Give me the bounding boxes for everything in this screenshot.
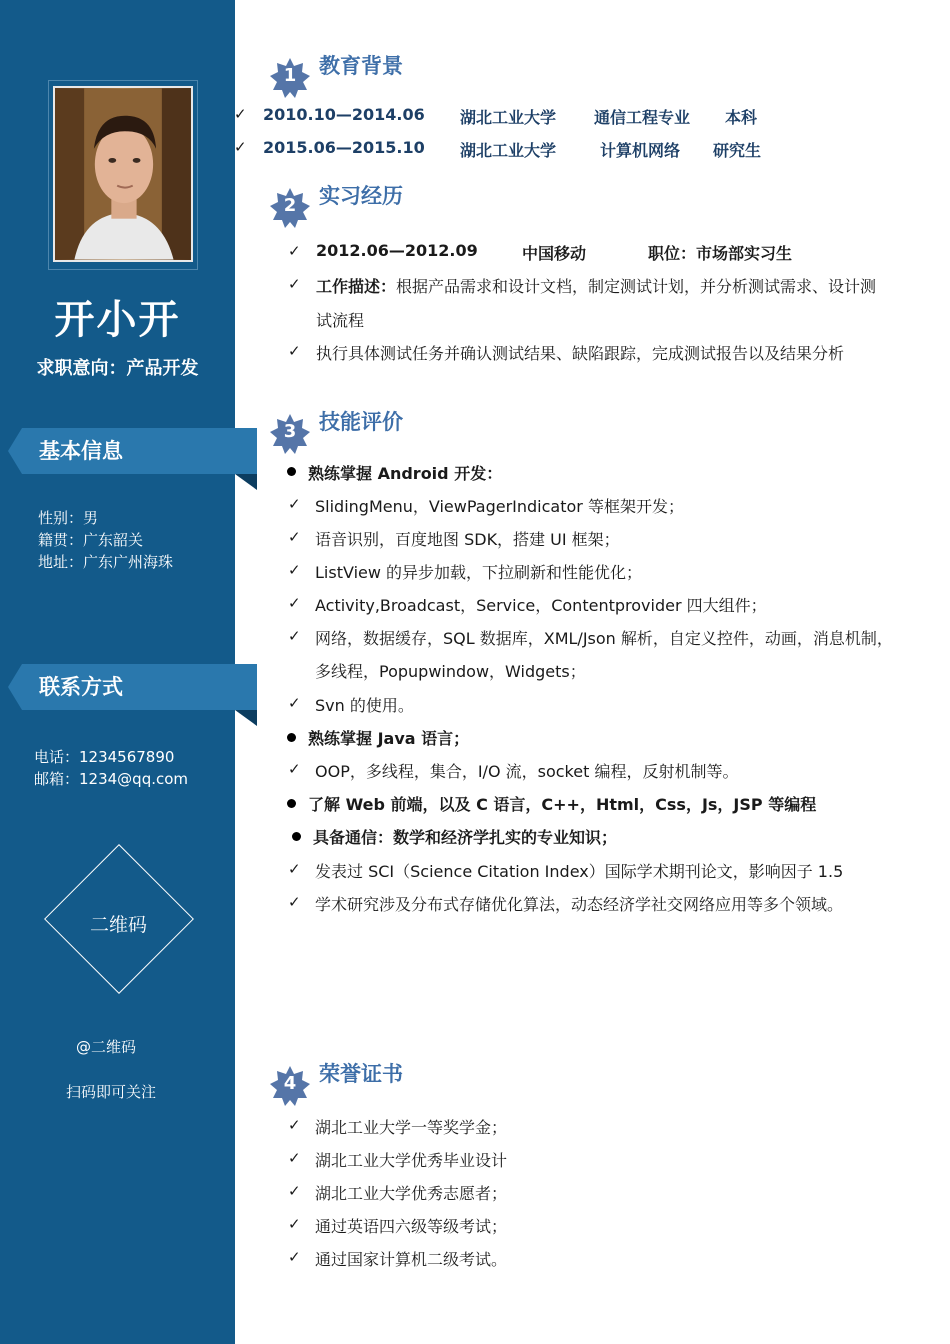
- bullet-icon: [287, 799, 296, 808]
- gear-badge-icon: [268, 412, 312, 456]
- check-icon: ✓: [288, 627, 301, 645]
- bullet-icon: [292, 832, 301, 841]
- basic-info-list: [38, 507, 173, 573]
- intern-company: 中国移动: [522, 244, 587, 263]
- education-row: [0, 138, 950, 160]
- honor-item: 通过国家计算机二级考试。: [315, 1250, 508, 1269]
- edu-date: 2010.10—2014.06: [263, 105, 425, 124]
- check-icon: ✓: [234, 105, 247, 123]
- section-title: 实习经历: [319, 184, 403, 208]
- check-icon: ✓: [288, 1215, 301, 1233]
- check-icon: ✓: [288, 760, 301, 778]
- address-line: 地址：广东广州海珠: [38, 553, 174, 571]
- ribbon-fold: [235, 474, 257, 490]
- check-icon: ✓: [288, 893, 301, 911]
- check-icon: ✓: [288, 860, 301, 878]
- bullet-icon: [287, 467, 296, 476]
- basic-info-title: 基本信息: [39, 439, 123, 463]
- check-icon: ✓: [288, 342, 301, 360]
- gender-line: 性别：男: [38, 509, 99, 527]
- edu-date: 2015.06—2015.10: [263, 138, 425, 157]
- skill-item: 网络，数据缓存，SQL 数据库，XML/Json 解析，自定义控件，动画，消息机制，: [315, 629, 893, 648]
- section-title: 技能评价: [319, 410, 403, 434]
- bullet-icon: [287, 733, 296, 742]
- contact-title: 联系方式: [39, 675, 123, 699]
- section-title: 教育背景: [319, 54, 403, 78]
- skill-item: 发表过 SCI（Science Citation Index）国际学术期刊论文，影响因子 1.5: [315, 862, 844, 881]
- check-icon: ✓: [288, 561, 301, 579]
- edu-major: 计算机网络: [600, 141, 681, 160]
- contact-ribbon: [22, 664, 257, 710]
- skill-heading: 熟练掌握 Android 开发：: [308, 464, 503, 483]
- gear-badge-icon: [268, 56, 312, 100]
- skill-item: Svn 的使用。: [315, 696, 414, 715]
- skill-item: OOP，多线程，集合，I/O 流，socket 编程，反射机制等。: [315, 762, 739, 781]
- intern-position: 职位：市场部实习生: [648, 244, 793, 263]
- badge-number: 2: [283, 195, 297, 216]
- job-intent: 求职意向：产品开发: [36, 358, 199, 379]
- intern-task-line: 执行具体测试任务并确认测试结果、缺陷跟踪，完成测试报告以及结果分析: [316, 344, 845, 363]
- badge-number: 1: [283, 65, 297, 86]
- intern-desc-label: 工作描述：: [316, 277, 397, 296]
- check-icon: ✓: [288, 694, 301, 712]
- qr-caption-handle: @二维码: [76, 1038, 137, 1056]
- intern-desc-line: [316, 274, 876, 297]
- check-icon: ✓: [288, 1149, 301, 1167]
- basic-info-ribbon: [22, 428, 257, 474]
- check-icon: ✓: [288, 528, 301, 546]
- badge-number: 3: [283, 421, 297, 442]
- check-icon: ✓: [288, 275, 301, 293]
- honor-item: 湖北工业大学优秀志愿者；: [315, 1184, 508, 1203]
- gear-badge-icon: [268, 186, 312, 230]
- skill-heading: 熟练掌握 Java 语言；: [308, 729, 470, 748]
- honor-item: 湖北工业大学一等奖学金；: [315, 1118, 508, 1137]
- check-icon: ✓: [288, 1116, 301, 1134]
- badge-number: 4: [283, 1073, 297, 1094]
- skill-heading: 具备通信：数学和经济学扎实的专业知识；: [313, 828, 618, 847]
- check-icon: ✓: [288, 495, 301, 513]
- edu-school: 湖北工业大学: [460, 108, 557, 127]
- sidebar: [0, 0, 235, 1344]
- check-icon: ✓: [288, 1248, 301, 1266]
- edu-major: 通信工程专业: [594, 108, 691, 127]
- gear-badge-icon: [268, 1064, 312, 1108]
- edu-degree: 本科: [725, 108, 758, 127]
- hometown-line: 籍贯：广东韶关: [38, 531, 144, 549]
- intern-date: 2012.06—2012.09: [316, 241, 478, 260]
- skill-item: 学术研究涉及分布式存储优化算法，动态经济学社交网络应用等多个领域。: [315, 895, 844, 914]
- skill-heading: 了解 Web 前端，以及 C 语言，C++，Html，Css，Js，JSP 等编程: [308, 795, 817, 814]
- qr-label: 二维码: [89, 914, 147, 936]
- honor-item: 湖北工业大学优秀毕业设计: [315, 1151, 508, 1170]
- ribbon-fold: [235, 710, 257, 726]
- section-title: 荣誉证书: [319, 1062, 403, 1086]
- honor-item: 通过英语四六级等级考试；: [315, 1217, 508, 1236]
- contact-list: [34, 746, 188, 790]
- education-row: [0, 105, 950, 127]
- edu-school: 湖北工业大学: [460, 141, 557, 160]
- qr-caption-follow: 扫码即可关注: [66, 1083, 157, 1101]
- intern-desc-text: 根据产品需求和设计文档，制定测试计划，并分析测试需求、设计测: [396, 277, 877, 296]
- candidate-name: 开小开: [54, 297, 181, 343]
- check-icon: ✓: [234, 138, 247, 156]
- skill-item-continuation: 多线程，Popupwindow，Widgets；: [315, 662, 586, 681]
- skill-item: SlidingMenu，ViewPagerIndicator 等框架开发；: [315, 497, 684, 516]
- phone-line[interactable]: 电话：1234567890: [34, 748, 175, 766]
- check-icon: ✓: [288, 242, 301, 260]
- edu-degree: 研究生: [713, 141, 762, 160]
- intern-desc-continuation: 试流程: [316, 311, 365, 330]
- email-line[interactable]: 邮箱：1234@qq.com: [34, 770, 189, 788]
- check-icon: ✓: [288, 594, 301, 612]
- skill-item: Activity,Broadcast，Service，Contentprovider 四大组件；: [315, 596, 767, 615]
- skill-item: 语音识别，百度地图 SDK，搭建 UI 框架；: [315, 530, 620, 549]
- check-icon: ✓: [288, 1182, 301, 1200]
- skill-item: ListView 的异步加载，下拉刷新和性能优化；: [315, 563, 643, 582]
